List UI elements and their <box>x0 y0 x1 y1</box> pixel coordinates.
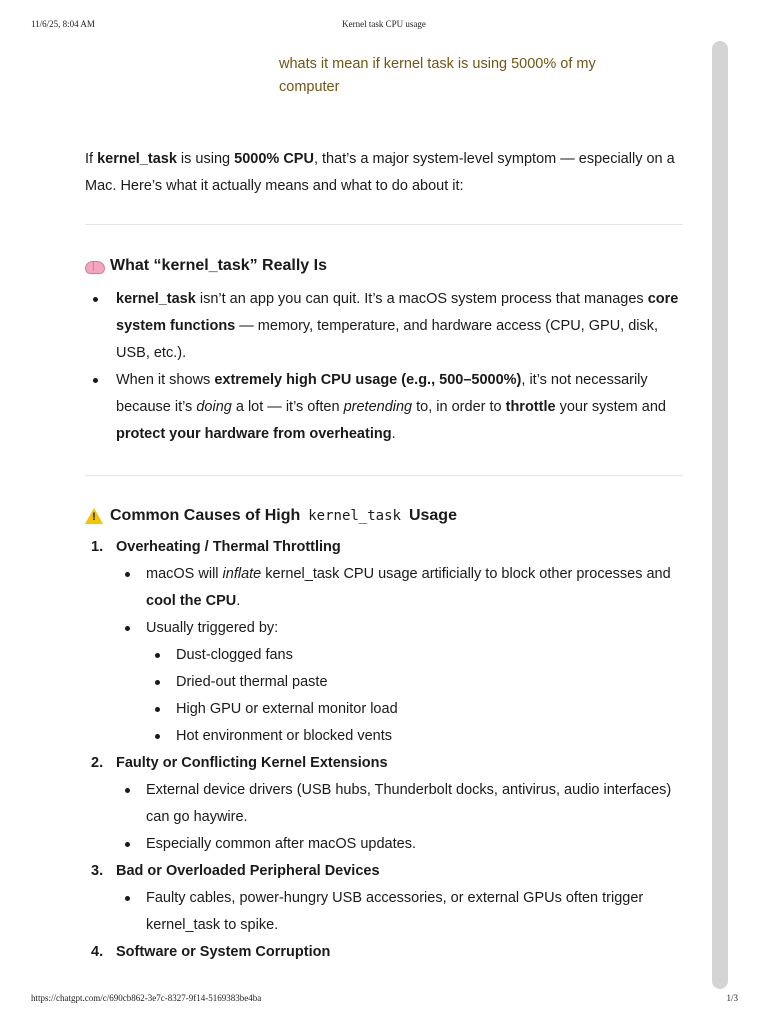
text: macOS will <box>146 566 223 582</box>
list-item: Dried-out thermal paste <box>146 669 683 696</box>
italic-text: pretending <box>343 399 413 415</box>
print-title: Kernel task CPU usage <box>342 19 426 29</box>
trigger-list <box>146 642 683 750</box>
text: . <box>236 593 241 609</box>
text: a lot — it’s often <box>231 399 344 415</box>
divider <box>85 224 683 225</box>
sub-list <box>116 777 683 858</box>
assistant-response <box>85 146 683 966</box>
bold-text: protect your hardware from overheating <box>116 426 392 442</box>
text: isn’t an app you can quit. It’s a macOS system process that manages <box>195 291 648 307</box>
bold-text: extremely high CPU usage (e.g., 500–5000%) <box>214 372 522 388</box>
text: to, in order to <box>412 399 506 415</box>
list-item: Faulty cables, power-hungry USB accessories, or external GPUs often trigger kernel_task to spike. <box>116 885 683 939</box>
item-number: 1. <box>91 539 104 555</box>
list-item <box>85 367 683 448</box>
item-number: 2. <box>91 755 104 771</box>
item-title: Faulty or Conflicting Kernel Extensions <box>116 755 388 771</box>
list-item <box>116 615 683 750</box>
text: your system and <box>555 399 666 415</box>
kernel-task-bullets <box>85 286 683 448</box>
print-page-number: 1/3 <box>726 993 738 1003</box>
cause-item-software-corruption <box>85 939 683 966</box>
list-item: Dust-clogged fans <box>146 642 683 669</box>
brain-icon <box>85 257 103 275</box>
intro-paragraph <box>85 146 683 200</box>
cause-item-kernel-extensions <box>85 750 683 858</box>
sub-list <box>116 561 683 750</box>
print-datetime: 11/6/25, 8:04 AM <box>31 19 95 29</box>
inline-code: kernel_task <box>308 508 401 524</box>
text: When it shows <box>116 372 215 388</box>
bold-text: core system functions <box>116 291 679 334</box>
bold-text: kernel_task <box>116 291 196 307</box>
item-title: Software or System Corruption <box>116 944 331 960</box>
cause-item-overheating <box>85 534 683 750</box>
list-item <box>85 286 683 367</box>
text: — memory, temperature, and hardware access (CPU, GPU, disk, USB, etc.). <box>116 318 659 361</box>
item-title: Bad or Overloaded Peripheral Devices <box>116 863 380 879</box>
list-item <box>116 561 683 615</box>
bold-text: throttle <box>505 399 556 415</box>
section-heading-text: What “kernel_task” Really Is <box>110 257 327 274</box>
intro-text: , that’s a major system-level symptom — especially on a Mac. Here’s what it actually means and what to do about it: <box>85 151 675 194</box>
causes-list <box>85 534 683 966</box>
text: , it’s not necessarily because it’s <box>116 372 648 415</box>
print-url: https://chatgpt.com/c/690cb862-3e7c-8327-9f14-5169383be4ba <box>31 993 262 1003</box>
section-heading-common-causes <box>85 503 683 529</box>
text: kernel_task CPU usage artificially to block other processes and <box>261 566 671 582</box>
warning-icon <box>85 507 103 525</box>
item-title: Overheating / Thermal Throttling <box>116 539 341 555</box>
sub-list <box>116 885 683 939</box>
list-item: Hot environment or blocked vents <box>146 723 683 750</box>
item-number: 3. <box>91 863 104 879</box>
intro-text: If <box>85 151 98 167</box>
list-item: High GPU or external monitor load <box>146 696 683 723</box>
text: . <box>391 426 396 442</box>
scrollbar[interactable] <box>712 41 728 989</box>
section-heading-kernel-task <box>85 253 683 279</box>
divider <box>85 475 683 476</box>
list-item: External device drivers (USB hubs, Thunderbolt docks, antivirus, audio interfaces) can go haywire. <box>116 777 683 831</box>
list-item: Especially common after macOS updates. <box>116 831 683 858</box>
italic-text: doing <box>196 399 232 415</box>
italic-text: inflate <box>222 566 262 582</box>
text: Usually triggered by: <box>146 620 279 636</box>
intro-bold: 5000% CPU <box>234 151 314 167</box>
bold-text: cool the CPU <box>146 593 237 609</box>
item-number: 4. <box>91 944 104 960</box>
section-heading-text: Common Causes of High <box>110 507 301 524</box>
intro-text: is using <box>176 151 235 167</box>
user-message: whats it mean if kernel task is using 5000% of my computer <box>279 56 596 95</box>
section-heading-text: Usage <box>408 507 457 524</box>
intro-bold: kernel_task <box>97 151 177 167</box>
cause-item-peripherals <box>85 858 683 939</box>
